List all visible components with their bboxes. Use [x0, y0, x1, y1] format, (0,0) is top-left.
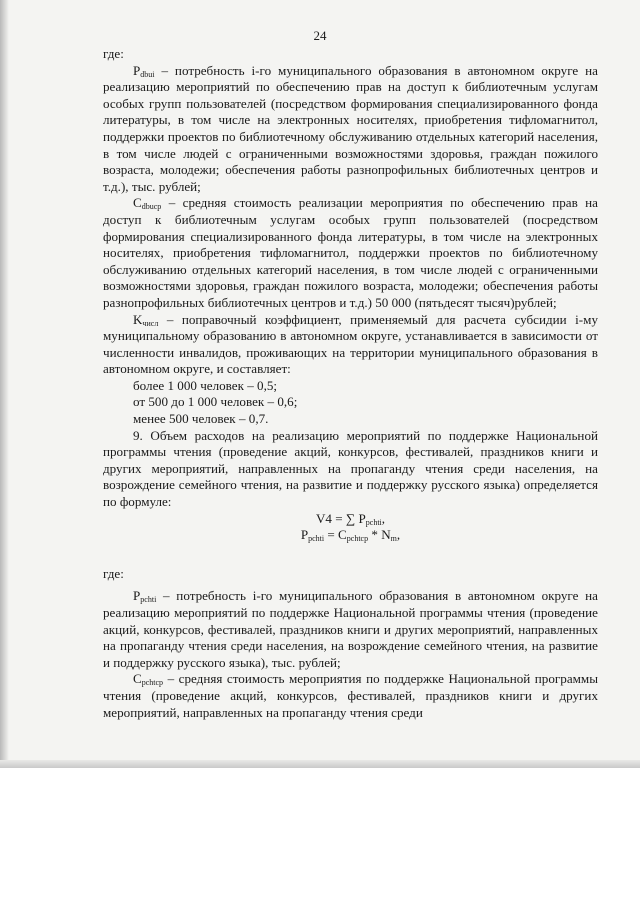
subscript-pchti: pchti: [140, 595, 157, 605]
formula-subscript: pchti: [365, 517, 382, 527]
symbol-k: K: [133, 311, 143, 327]
definition-text: – средняя стоимость мероприятия по поддержке Национальной программы чтения (проведение акций, конкурсов, фестивалей, праздников книги и других мероприятий, направленных на пропаганду чтения среди: [103, 671, 598, 720]
formula-text: * N: [368, 527, 391, 543]
coefficient-item: более 1 000 человек – 0,5;: [133, 377, 278, 393]
formula-subscript: m: [390, 534, 397, 544]
formula-v4: [103, 511, 598, 528]
definition-text: – потребность i-го муниципального образования в автономном округе на реализацию мероприятий по обеспечению прав на доступ к библиотечным услугам особых групп пользователей (посредством формирования специализированного фонда литературы, в том числе на электронных носителях, приобретения тифломагнитол, поддержки проектов по библиотечному обслуживанию отдельных категорий населения, в том числе людей с ограниченными возможностями здоровья, граждан пожилого возраста, молодежи; обеспечения работы разнопрофильных библиотечных центров и т.д.), тыс. рублей;: [103, 62, 598, 194]
definition-c-dbucp: [103, 195, 598, 311]
formula-subscript: pchti: [308, 534, 325, 544]
where-label-2: где:: [103, 565, 124, 581]
definition-p-pchti: [103, 588, 598, 671]
formula-text: P: [300, 527, 309, 543]
definition-text: – потребность i-го муниципального образования в автономном округе на реализацию мероприятий по поддержке Национальной программы чтения (проведение акций, конкурсов, фестивалей, праздников книги и других мероприятий, направленных на пропаганду чтения среди населения, на возрождение семейного чтения, на развитие и поддержку русского языка), тыс. рублей;: [103, 588, 598, 670]
formula-p-pchti: [103, 527, 598, 544]
subscript-pchtcp: pchtcp: [141, 678, 164, 688]
page-number: 24: [313, 28, 327, 43]
definition-k-chisl: [103, 312, 598, 378]
subscript-dbucp: dbucp: [141, 202, 162, 212]
symbol-c: C: [133, 195, 142, 211]
formula-text: = C: [324, 527, 347, 543]
formula-subscript: pchtcp: [346, 534, 369, 544]
symbol-p: P: [133, 62, 141, 78]
formula-text: V4 = ∑ P: [315, 510, 366, 526]
where-label-1: где:: [103, 46, 124, 61]
subscript-dbui: dbui: [140, 69, 155, 79]
formula-text: ,: [396, 527, 401, 543]
page-left-shadow: [0, 0, 9, 768]
symbol-c: C: [133, 671, 142, 687]
coefficient-item: от 500 до 1 000 человек – 0,6;: [133, 394, 298, 410]
subscript-chisl: числ: [142, 318, 159, 328]
definition-p-dbui: [103, 63, 598, 196]
formula-text: ,: [381, 510, 386, 526]
definition-c-pchtcp: [103, 671, 598, 721]
symbol-p: P: [133, 588, 141, 604]
item-9-paragraph: 9. Объем расходов на реализацию мероприятий по поддержке Национальной программы чтения (проведение акций, конкурсов, фестивалей, праздников книги и других мероприятий, направленных на пропаганду чтения среди населения, на возрождение семейного чтения, на развитие и поддержку русского языка) определяется по формуле:: [103, 427, 598, 510]
definition-text: – средняя стоимость реализации мероприятия по обеспечению прав на доступ к библиотечным услугам особых групп пользователей (посредством формирования специализированного фонда литературы, в том числе на электронных носителях, приобретения тифломагнитол, поддержки проектов по библиотечному обслуживанию отдельных категорий населения, в том числе людей с ограниченными возможностями здоровья, граждан пожилого возраста, молодежи; обеспечения работы разнопрофильных библиотечных центров и т.д.) 50 000 (пятьдесят тысяч)рублей;: [103, 195, 598, 310]
document-body: [103, 46, 598, 721]
page-bottom-shadow: [0, 760, 640, 768]
coefficient-item: менее 500 человек – 0,7.: [133, 411, 269, 427]
definition-text: – поправочный коэффициент, применяемый для расчета субсидии i-му муниципальному образованию в автономном округе, устанавливается в зависимости от численности инвалидов, проживающих на территории муниципального образования в автономном округе, и составляет:: [103, 311, 598, 377]
